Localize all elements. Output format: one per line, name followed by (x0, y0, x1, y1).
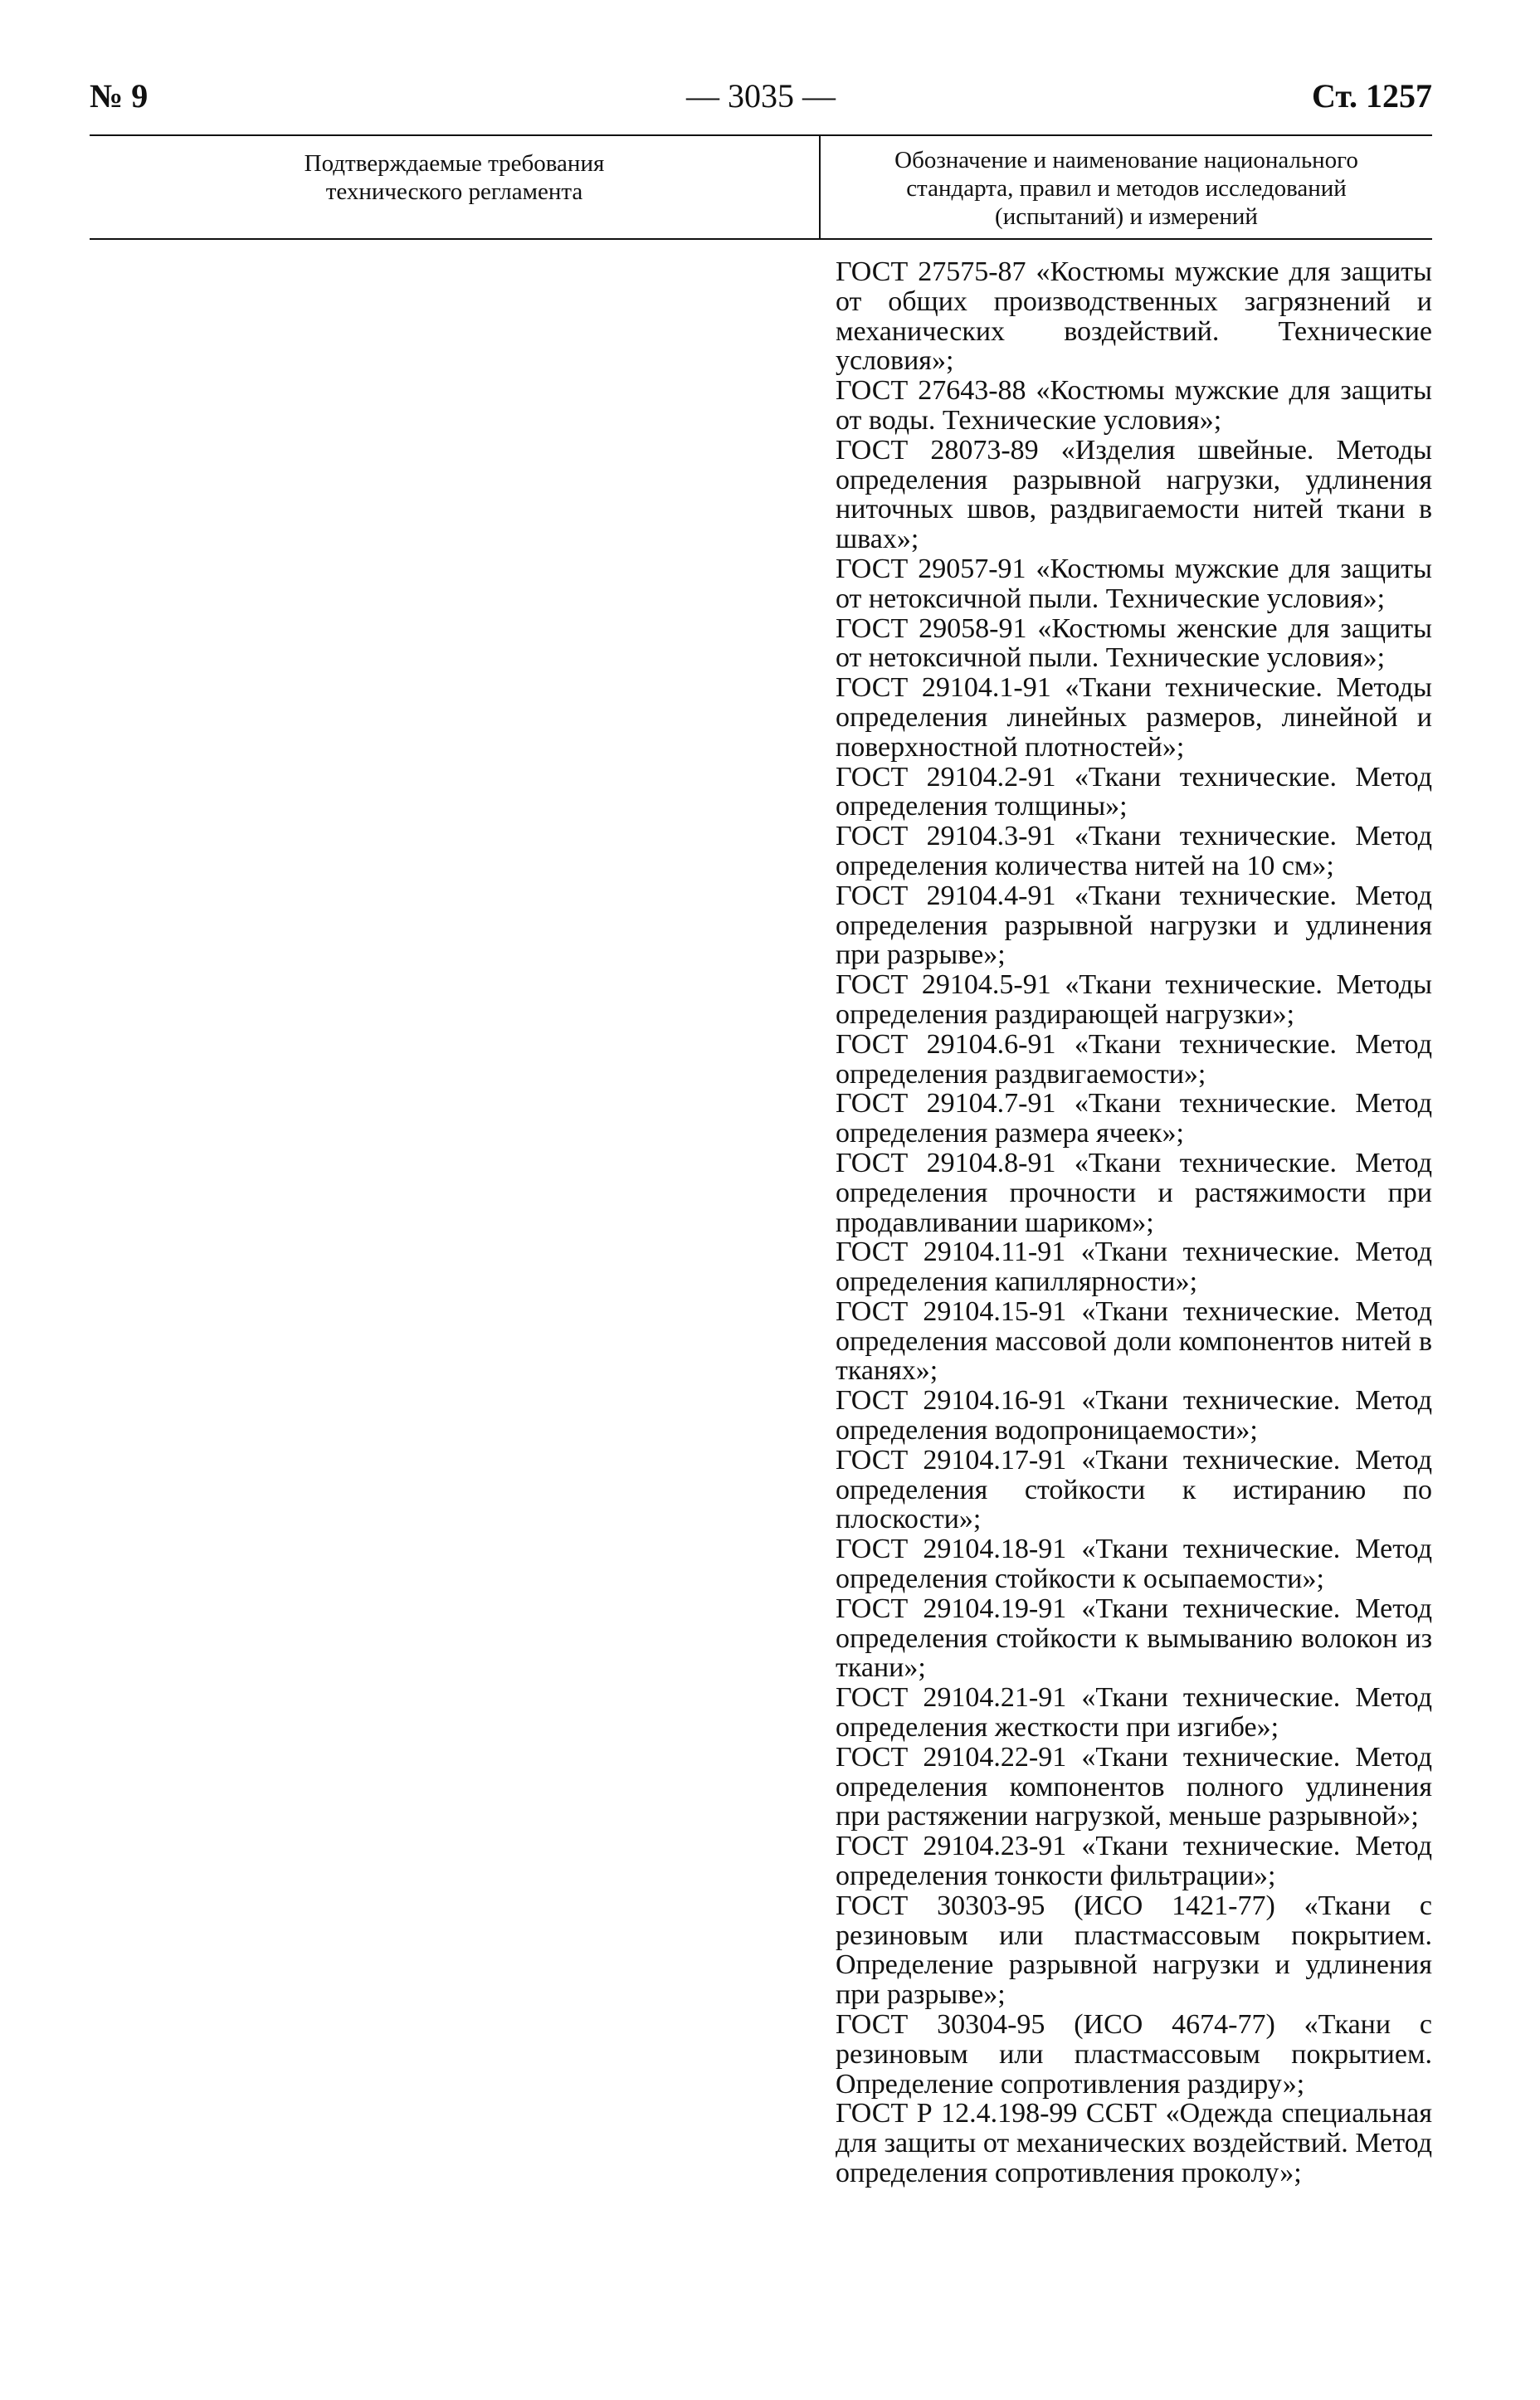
standards-list (836, 257, 1432, 2188)
standard-entry: ГОСТ 29104.16-91 «Ткани технические. Метод определения водопроницаемости»; (836, 1385, 1432, 1446)
column-header-standards-line: Обозначение и наименование национального (894, 147, 1358, 173)
standard-entry: ГОСТ 28073-89 «Изделия швейные. Методы определения разрывной нагрузки, удлинения ниточных швов, раздвигаемости нитей ткани в швах»; (836, 434, 1432, 555)
standard-entry: ГОСТ 29104.23-91 «Ткани технические. Метод определения тонкости фильтрации»; (836, 1831, 1432, 1892)
standard-entry: ГОСТ 29104.17-91 «Ткани технические. Метод определения стойкости к истиранию по плоскости»; (836, 1444, 1432, 1535)
page-number: — 3035 — (686, 77, 836, 115)
standard-entry: ГОСТ 29057-91 «Костюмы мужские для защиты от нетоксичной пыли. Технические условия»; (836, 553, 1432, 614)
column-header-requirements-line: технического регламента (325, 178, 583, 205)
standard-entry: ГОСТ 29104.19-91 «Ткани технические. Метод определения стойкости к вымыванию волокон из ткани»; (836, 1593, 1432, 1684)
standard-entry: ГОСТ 29104.11-91 «Ткани технические. Метод определения капиллярности»; (836, 1237, 1432, 1298)
column-header-standards-line: (испытаний) и измерений (995, 203, 1258, 230)
table-header-bottom-rule (90, 238, 1432, 240)
standard-entry: ГОСТ 29104.3-91 «Ткани технические. Метод определения количества нитей на 10 см»; (836, 821, 1432, 881)
standard-entry: ГОСТ 30303-95 (ИСО 1421-77) «Ткани с резиновым или пластмассовым покрытием. Определение разрывной нагрузки и удлинения при разрыве»; (836, 1890, 1432, 2011)
issue-number: № 9 (90, 77, 149, 115)
standard-entry: ГОСТ 27575-87 «Костюмы мужские для защиты от общих производственных загрязнений и механических воздействий. Технические условия»; (836, 256, 1432, 377)
standard-entry: ГОСТ 29104.18-91 «Ткани технические. Метод определения стойкости к осыпаемости»; (836, 1534, 1432, 1595)
standard-entry: ГОСТ 29104.2-91 «Ткани технические. Метод определения толщины»; (836, 761, 1432, 822)
standard-entry: ГОСТ 29104.8-91 «Ткани технические. Метод определения прочности и растяжимости при продавливании шариком»; (836, 1147, 1432, 1238)
column-header-requirements-line: Подтверждаемые требования (304, 150, 605, 177)
standard-entry: ГОСТ 29058-91 «Костюмы женские для защиты от нетоксичной пыли. Технические условия»; (836, 612, 1432, 674)
standard-entry: ГОСТ 29104.7-91 «Ткани технические. Метод определения размера ячеек»; (836, 1088, 1432, 1149)
standard-entry: ГОСТ 27643-88 «Костюмы мужские для защиты от воды. Технические условия»; (836, 375, 1432, 436)
article-number: Ст. 1257 (1312, 77, 1432, 115)
standard-entry: ГОСТ 29104.1-91 «Ткани технические. Методы определения линейных размеров, линейной и поверхностной плотностей»; (836, 672, 1432, 763)
standard-entry: ГОСТ Р 12.4.198-99 ССБТ «Одежда специальная для защиты от механических воздействий. Метод определения сопротивления проколу»; (836, 2098, 1432, 2188)
column-header-standards (821, 146, 1432, 231)
page-header (90, 73, 1432, 120)
standard-entry: ГОСТ 29104.21-91 «Ткани технические. Метод определения жесткости при изгибе»; (836, 1682, 1432, 1744)
column-header-requirements (90, 149, 819, 206)
standard-entry: ГОСТ 29104.15-91 «Ткани технические. Метод определения массовой доли компонентов нитей в тканях»; (836, 1295, 1432, 1387)
standard-entry: ГОСТ 29104.5-91 «Ткани технические. Методы определения раздирающей нагрузки»; (836, 969, 1432, 1030)
table-top-rule (90, 134, 1432, 136)
standard-entry: ГОСТ 30304-95 (ИСО 4674-77) «Ткани с резиновым или пластмассовым покрытием. Определение сопротивления раздиру»; (836, 2009, 1432, 2100)
column-header-standards-line: стандарта, правил и методов исследований (906, 175, 1347, 202)
standard-entry: ГОСТ 29104.4-91 «Ткани технические. Метод определения разрывной нагрузки и удлинения при разрыве»; (836, 880, 1432, 971)
standard-entry: ГОСТ 29104.22-91 «Ткани технические. Метод определения компонентов полного удлинения при растяжении нагрузкой, меньше разрывной»; (836, 1741, 1432, 1832)
standard-entry: ГОСТ 29104.6-91 «Ткани технические. Метод определения раздвигаемости»; (836, 1028, 1432, 1090)
